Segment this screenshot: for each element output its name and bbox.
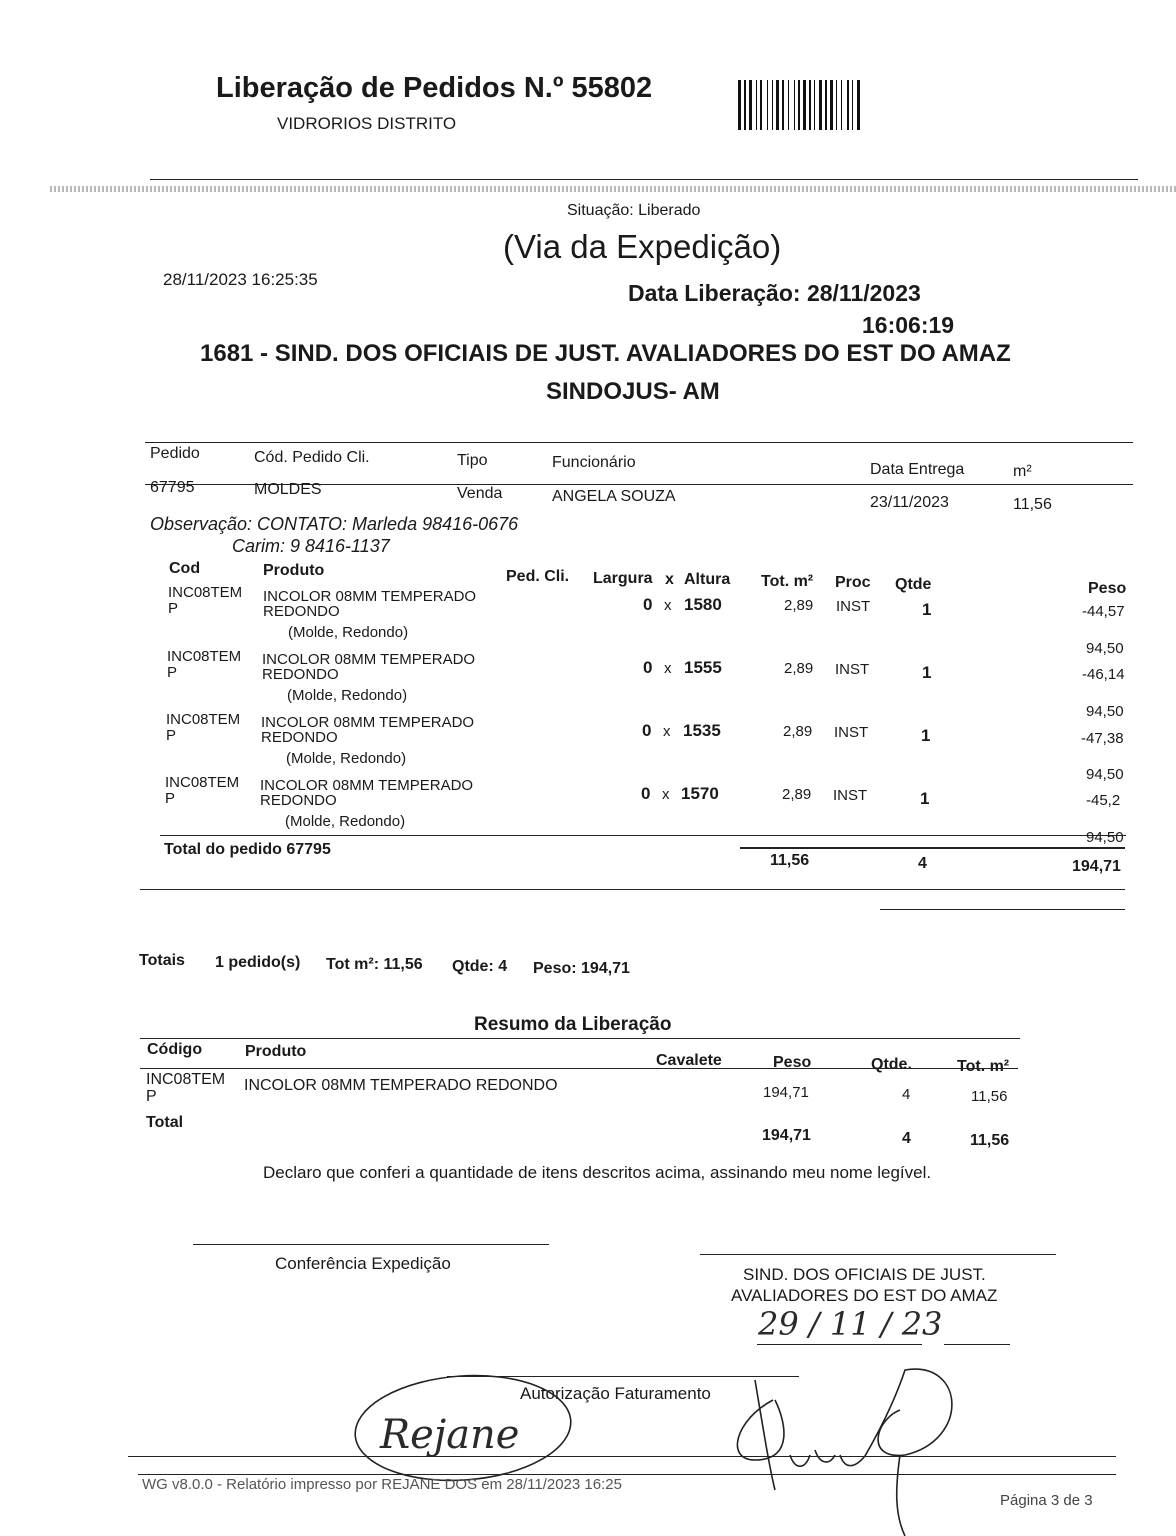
row-peso-neg: -45,2 <box>1086 792 1121 809</box>
footer-page-number: Página 3 de 3 <box>1000 1492 1093 1509</box>
row-tot-m2: 2,89 <box>784 597 814 614</box>
col-codigo: Código <box>147 1041 203 1058</box>
client-short-name: SINDOJUS- AM <box>546 378 720 405</box>
resumo-total-qtde: 4 <box>902 1130 911 1147</box>
col-pedido: Pedido <box>150 445 200 462</box>
observacao-line2: Carim: 9 8416-1137 <box>232 536 390 556</box>
col-x: x <box>665 571 674 588</box>
handwritten-date: 29 / 11 / 23 <box>758 1305 943 1343</box>
row-qtde: 1 <box>921 726 931 745</box>
row-tot-m2: 2,89 <box>783 723 813 740</box>
col-altura: Altura <box>684 571 731 588</box>
row-cod-suffix: P <box>166 727 177 744</box>
row-molde: (Molde, Redondo) <box>286 750 407 767</box>
row-x: x <box>664 597 672 614</box>
resumo-qtde: 4 <box>902 1086 911 1103</box>
order-m2: 11,56 <box>1013 496 1052 513</box>
col-cavalete: Cavalete <box>656 1052 722 1069</box>
col-qtde: Qtde <box>895 576 932 593</box>
resumo-produto: INCOLOR 08MM TEMPERADO REDONDO <box>244 1077 558 1094</box>
autorizacao-label: Autorização Faturamento <box>520 1384 711 1403</box>
row-proc: INST <box>833 787 868 804</box>
row-cod-suffix: P <box>168 600 179 617</box>
col-produto-resumo: Produto <box>245 1043 307 1060</box>
row-proc: INST <box>836 598 871 615</box>
row-produto: INCOLOR 08MM TEMPERADO <box>260 777 474 794</box>
resumo-codigo: INC08TEM <box>146 1071 226 1088</box>
row-largura: 0 <box>642 721 652 740</box>
order-data-entrega: 23/11/2023 <box>870 494 949 511</box>
row-produto-2: REDONDO <box>260 792 337 809</box>
totais-tot-m2: Tot m²: 11,56 <box>326 956 423 973</box>
row-x: x <box>663 723 671 740</box>
col-ped-cli: Ped. Cli. <box>506 568 570 585</box>
row-cod: INC08TEM <box>167 648 242 665</box>
client-signature-line1: SIND. DOS OFICIAIS DE JUST. <box>743 1265 986 1284</box>
col-tot-m2: Tot. m² <box>761 573 814 590</box>
row-largura: 0 <box>643 658 653 677</box>
order-total-peso: 194,71 <box>1072 858 1121 875</box>
resumo-title: Resumo da Liberação <box>474 1014 672 1035</box>
row-cod-suffix: P <box>165 790 176 807</box>
resumo-codigo-suffix: P <box>146 1088 157 1105</box>
col-funcionario: Funcionário <box>552 454 636 471</box>
col-peso-resumo: Peso <box>773 1054 812 1071</box>
printed-datetime: 28/11/2023 16:25:35 <box>163 270 318 289</box>
row-cod: INC08TEM <box>166 711 241 728</box>
resumo-total-tot: 11,56 <box>970 1132 1010 1149</box>
row-qtde: 1 <box>922 600 932 619</box>
row-altura: 1580 <box>684 595 722 614</box>
row-qtde: 1 <box>920 789 930 808</box>
col-data-entrega: Data Entrega <box>870 461 965 478</box>
row-x: x <box>662 786 670 803</box>
status-situacao: Situação: Liberado <box>567 202 701 219</box>
totais-pedidos: 1 pedido(s) <box>215 954 301 971</box>
row-altura: 1570 <box>681 784 719 803</box>
row-peso-neg: -44,57 <box>1082 603 1125 620</box>
row-produto-2: REDONDO <box>263 603 340 620</box>
row-cod: INC08TEM <box>165 774 240 791</box>
barcode-icon <box>738 80 916 130</box>
client-name: 1681 - SIND. DOS OFICIAIS DE JUST. AVALIADORES DO EST DO AMAZ <box>200 340 1011 367</box>
resumo-total-peso: 194,71 <box>762 1127 811 1144</box>
col-cod-pedido-cli: Cód. Pedido Cli. <box>254 449 370 466</box>
row-peso: 94,50 <box>1086 766 1124 783</box>
col-peso: Peso <box>1088 580 1127 597</box>
col-qtde-resumo: Qtde. <box>871 1056 912 1073</box>
footer-print-info: WG v8.0.0 - Relatório impresso por REJANE DOS em 28/11/2023 16:25 <box>142 1476 622 1493</box>
col-largura: Largura <box>593 570 653 587</box>
row-molde: (Molde, Redondo) <box>287 687 408 704</box>
row-peso: 94,50 <box>1086 829 1124 846</box>
col-m2: m² <box>1013 463 1032 480</box>
order-total-m2: 11,56 <box>770 852 810 869</box>
row-x: x <box>664 660 672 677</box>
row-qtde: 1 <box>922 663 932 682</box>
order-total-qtde: 4 <box>918 855 927 872</box>
order-cod-pedido-cli: MOLDES <box>254 481 322 498</box>
col-tot-m2-resumo: Tot. m² <box>957 1058 1010 1075</box>
row-altura: 1535 <box>683 721 721 740</box>
row-cod: INC08TEM <box>168 584 243 601</box>
row-produto: INCOLOR 08MM TEMPERADO <box>263 588 477 605</box>
via-label: (Via da Expedição) <box>503 228 782 265</box>
resumo-peso: 194,71 <box>763 1084 809 1101</box>
col-proc: Proc <box>835 574 871 591</box>
company-name: VIDRORIOS DISTRITO <box>277 114 457 133</box>
handwritten-name: Rejane <box>380 1412 520 1458</box>
row-produto-2: REDONDO <box>262 666 339 683</box>
row-proc: INST <box>834 724 869 741</box>
client-signature-line2: AVALIADORES DO EST DO AMAZ <box>731 1286 998 1305</box>
row-altura: 1555 <box>684 658 722 677</box>
order-pedido: 67795 <box>150 479 195 496</box>
observacao-line1: Observação: CONTATO: Marleda 98416-0676 <box>150 514 519 534</box>
totais-qtde: Qtde: 4 <box>452 958 508 975</box>
row-peso: 94,50 <box>1086 703 1124 720</box>
row-cod-suffix: P <box>167 664 178 681</box>
release-date: Data Liberação: 28/11/2023 <box>628 280 921 306</box>
conferencia-label: Conferência Expedição <box>275 1254 451 1273</box>
document-title: Liberação de Pedidos N.º 55802 <box>216 72 653 104</box>
row-tot-m2: 2,89 <box>784 660 814 677</box>
col-cod: Cod <box>169 560 201 577</box>
row-produto-2: REDONDO <box>261 729 338 746</box>
resumo-tot: 11,56 <box>971 1088 1008 1105</box>
declaration-text: Declaro que conferi a quantidade de itens descritos acima, assinando meu nome legível. <box>263 1163 932 1182</box>
resumo-total-label: Total <box>146 1114 184 1131</box>
signature-scribble <box>715 1360 975 1536</box>
row-peso-neg: -47,38 <box>1081 730 1124 747</box>
totais-label: Totais <box>139 952 185 969</box>
col-tipo: Tipo <box>457 452 488 469</box>
row-largura: 0 <box>643 595 653 614</box>
order-tipo: Venda <box>457 485 503 502</box>
row-peso: 94,50 <box>1086 640 1124 657</box>
totais-peso: Peso: 194,71 <box>533 960 630 977</box>
release-time: 16:06:19 <box>862 312 955 338</box>
row-proc: INST <box>835 661 870 678</box>
order-total-label: Total do pedido 67795 <box>164 841 331 858</box>
order-funcionario: ANGELA SOUZA <box>552 488 676 505</box>
row-molde: (Molde, Redondo) <box>288 624 409 641</box>
row-produto: INCOLOR 08MM TEMPERADO <box>262 651 476 668</box>
row-tot-m2: 2,89 <box>782 786 812 803</box>
col-produto: Produto <box>263 562 325 579</box>
row-peso-neg: -46,14 <box>1082 666 1125 683</box>
row-largura: 0 <box>641 784 651 803</box>
row-molde: (Molde, Redondo) <box>285 813 406 830</box>
row-produto: INCOLOR 08MM TEMPERADO <box>261 714 475 731</box>
